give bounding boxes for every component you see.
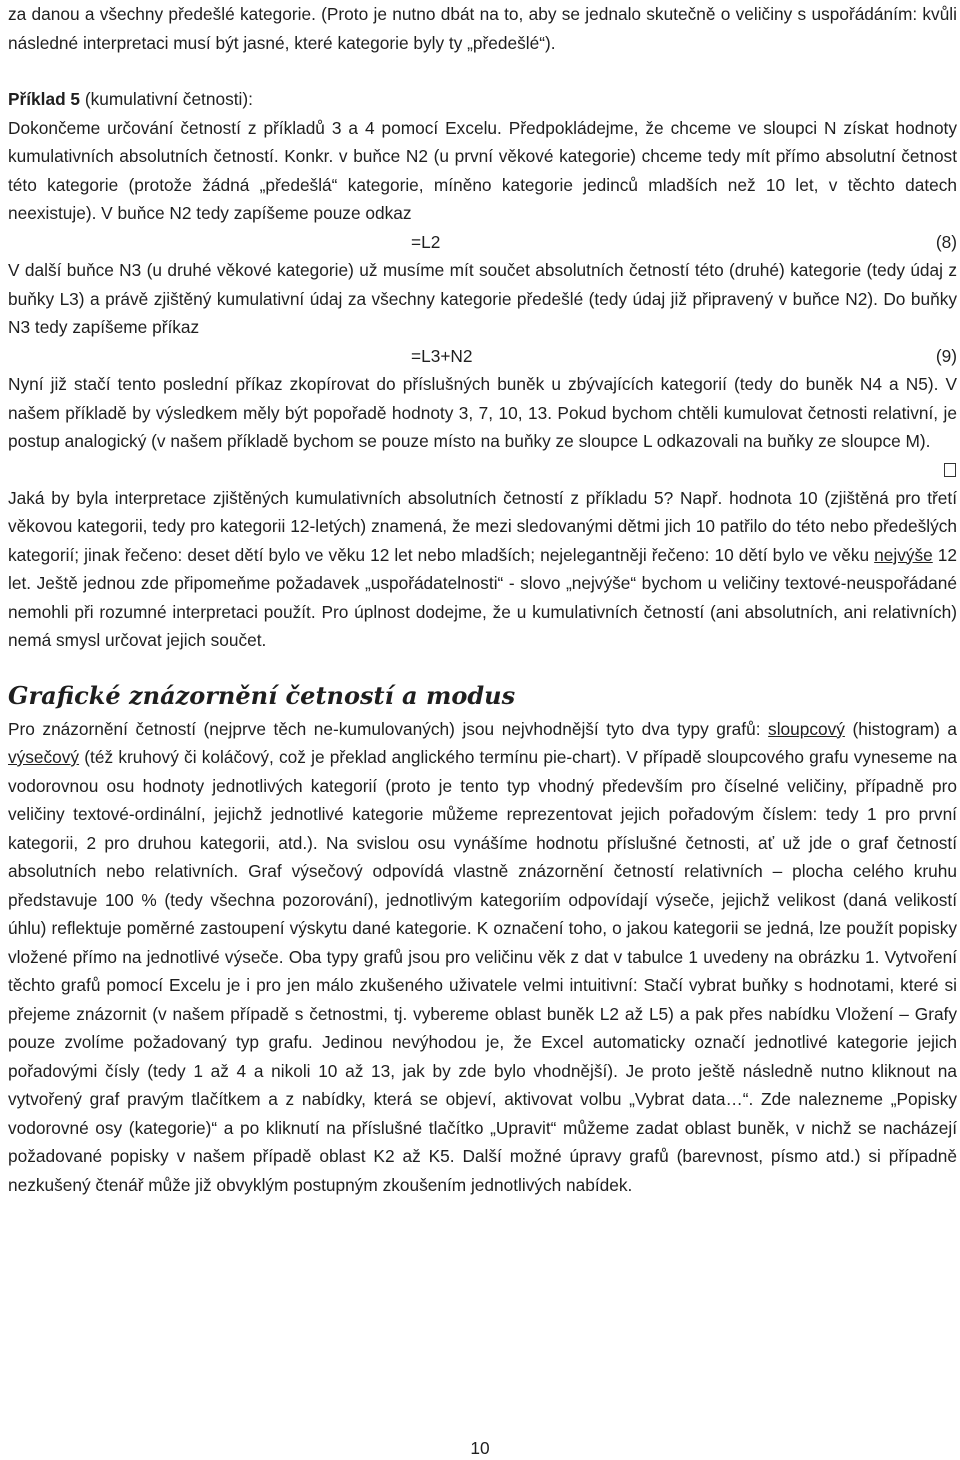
example-title — [8, 85, 957, 114]
spacer — [8, 655, 957, 681]
term-sloupcovy: sloupcový — [768, 718, 845, 739]
interpretation-text-start: Jaká by byla interpretace zjištěných kumulativních absolutních četností z příkladu 5? Např. hodnota 10 (zjištěná pro třetí věkovou kategorii, tedy pro kategorii 12-letých) znamená, že mezi sledovanými dětmi jich 10 patřilo do této nebo předešlých kategorií; jinak řečeno: deset dětí bylo ve věku 12 let nebo mladších; nejelegantněji řečeno: 10 dětí bylo ve věku — [8, 487, 957, 565]
end-of-example-marker — [8, 456, 957, 484]
example-paragraph-a — [8, 114, 957, 228]
equation-9-number: (9) — [935, 345, 957, 366]
document-page — [8, 0, 957, 1199]
equation-8-formula: =L2 — [411, 231, 441, 252]
interpretation-text-end: 12 let. Ještě jednou zde připomeňme požadavek „uspořádatelnosti“ - slovo „nejvýše“ bychom u veličiny textové-neuspořádané nemohli při rozumné interpretaci použít. Pro úplnost dodejme, že u kumulativních četností (ani absolutních, ani relativních) nemá smysl určovat jejich součet. — [8, 544, 958, 650]
section-heading: Grafické znázornění četností a modus — [8, 680, 516, 710]
section-text-2: (histogram) a — [844, 718, 957, 739]
intro-paragraph — [8, 0, 957, 57]
example-text-c: Nyní již stačí tento poslední příkaz zkopírovat do příslušných buněk u zbývajících kategorií (tedy do buněk N4 a N5). V našem příkladě by výsledkem měly být popořadě hodnoty 3, 7, 10, 13. Pokud bychom chtěli kumulovat četnosti relativní, je postup analogický (v našem příkladě bychom se pouze místo na buňky ze sloupce L odkazovali na buňky ze sloupce M). — [8, 374, 957, 451]
section-text-3: (též kruhový či koláčový, což je překlad anglického termínu pie-chart). V případě sloupcového grafu vyneseme na vodorovnou osu hodnoty jednotlivých kategorií (proto je tento typ vhodný především pro číselné veličiny, případně pro veličiny textové-ordinální, jejichž jednotlivé kategorie můžeme reprezentovat jejich pořadovým číslem: tedy 1 pro první kategorii, 2 pro druhou kategorii, atd.). Na svislou osu vynášíme hodnotu příslušné četnosti, ať už jde o graf četností absolutních nebo relativních. Graf výsečový odpovídá vlastně znázornění četností relativních – plocha celého kruhu představuje 100 % (tedy všechna pozorování), jednotlivým kategoriím odpovídají výseče, jejichž velikost (daná velikostí úhlu) reflektuje poměrné zastoupení výskytu dané kategorie. K označení toho, o jakou kategorii se jedná, lze použít popisky vložené přímo na jednotlivé výseče. Oba typy grafů jsou pro veličinu věk z dat v tabulce 1 uvedeny na obrázku 1. Vytvoření těchto grafů pomocí Excelu je i pro jen málo zkušeného uživatele velmi intuitivní: Stačí vybrat buňky s hodnotami, které si přejeme znázornit (v našem případě s četnostmi, tj. vybereme oblast buněk L2 až L5) a pak přes nabídku Vložení – Grafy pouze zvolíme požadovaný typ grafu. Jedinou nevýhodou je, že Excel automaticky označí jednotlivé kategorie jejich pořadovými čísly (tedy 1 až 4 a nikoli 10 až 13, jak by zde bylo vhodnější). Je proto ještě následně nutno kliknout na vytvořený graf pravým tlačítkem a z nabídky, která se objeví, aktivovat volbu „Vybrat data…“. Zde nalezneme „Popisky vodorovné osy (kategorie)“ a po kliknutí na příslušné tlačítko „Upravit“ můžeme zadat oblast buněk, v nichž se nacházejí požadované popisky v našem případě oblast K2 až K5. Další možné úpravy grafů (barevnost, písmo atd.) si případně nezkušený čtenář může již obvyklým postupným zkoušením jednotlivých nabídek. — [8, 747, 957, 1195]
page-number: 10 — [470, 1438, 490, 1458]
interpretation-underlined-word: nejvýše — [874, 544, 933, 565]
example-text-b: V další buňce N3 (u druhé věkové kategorie) už musíme mít součet absolutních četností této (druhé) kategorie (tedy údaj z buňky L3) a právě zjištěný kumulativní údaj za všechny kategorie předešlé (tedy údaj již připravený v buňce N2). Do buňky N3 tedy zapíšeme příkaz — [8, 260, 957, 337]
equation-9-formula: =L3+N2 — [411, 345, 473, 366]
example-text-a: Dokončeme určování četností z příkladů 3 a 4 pomocí Excelu. Předpokládejme, že chceme ve sloupci N získat hodnoty kumulativních absolutních četností. Konkr. v buňce N2 (u první věkové kategorie) chceme tedy mít přímo absolutní četnost této kategorie (protože žádná „předešlá“ kategorie, míněno kategorie jedinců mladších než 10 let, v těchto datech neexistuje). V buňce N2 tedy zapíšeme pouze odkaz — [8, 117, 957, 223]
section-paragraph — [8, 715, 957, 1200]
interpretation-paragraph — [8, 484, 957, 655]
term-vysecovy: výsečový — [8, 747, 80, 767]
equation-9 — [8, 342, 957, 371]
equation-8 — [8, 228, 957, 257]
equation-8-number: (8) — [935, 231, 957, 252]
section-text-1: Pro znázornění četností (nejprve těch ne-kumulovaných) jsou nejvhodnější tyto dva typy grafů: — [8, 718, 769, 739]
example-title-label: Příklad 5 — [8, 89, 81, 109]
example-paragraph-c — [8, 370, 957, 456]
intro-text: za danou a všechny předešlé kategorie. (Proto je nutno dbát na to, aby se jednalo skutečně o veličiny s uspořádáním: kvůli následné interpretaci musí být jasné, které kategorie byly ty „předešlé“). — [8, 4, 957, 53]
example-paragraph-b — [8, 256, 957, 342]
end-square-icon — [944, 463, 956, 477]
spacer — [8, 57, 957, 85]
example-title-rest: (kumulativní četnosti): — [80, 89, 253, 109]
